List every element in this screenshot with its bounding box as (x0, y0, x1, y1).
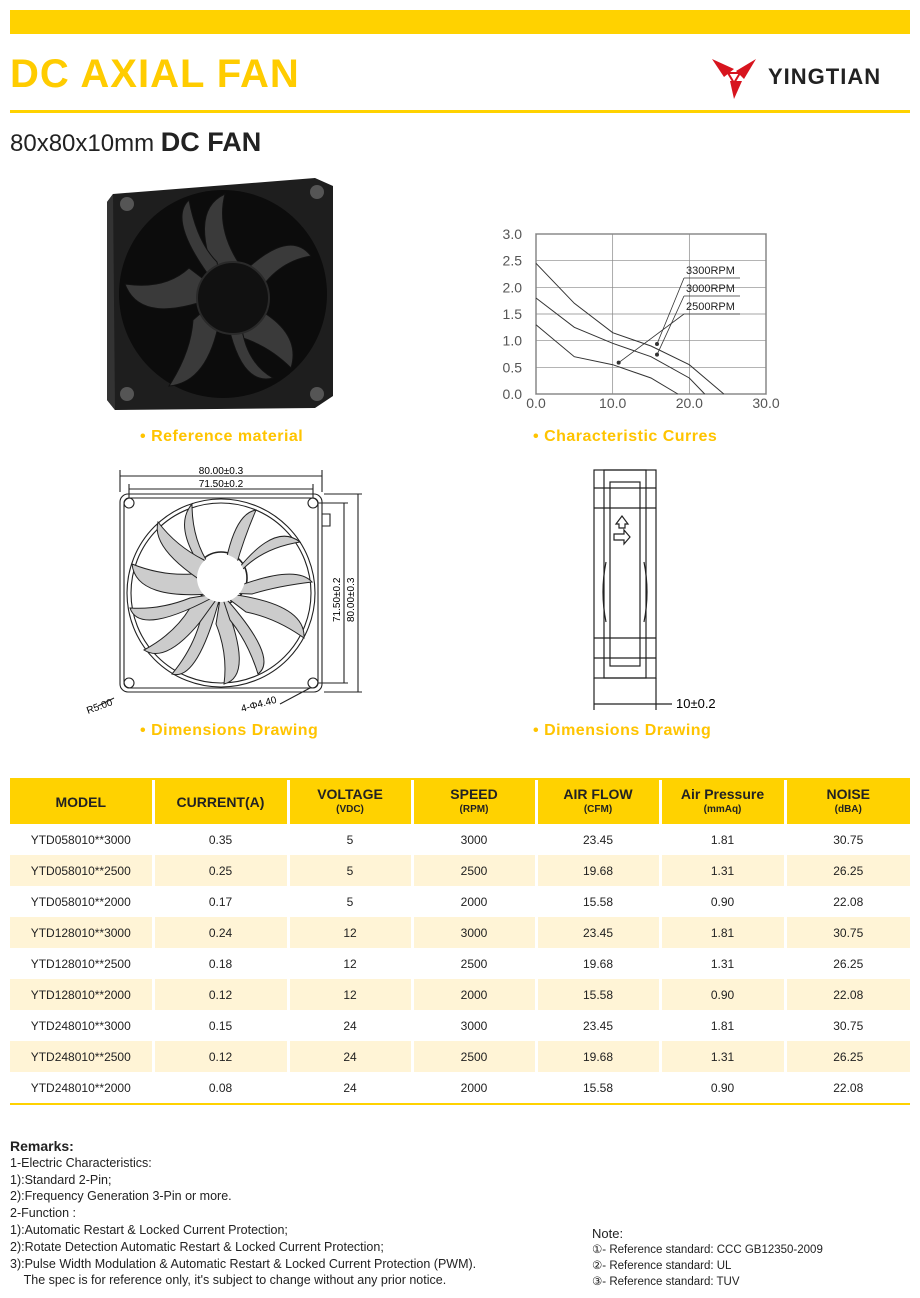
table-cell: 0.17 (153, 886, 288, 917)
col-header: CURRENT(A) (153, 780, 288, 824)
legend-arrowhead (655, 353, 659, 357)
legend-label: 3000RPM (686, 283, 735, 295)
remarks-section (10, 1138, 476, 1289)
table-cell: 23.45 (536, 1010, 660, 1041)
dim-outer-width: 80.00±0.3 (198, 466, 244, 477)
remarks-title: Remarks: (10, 1138, 74, 1154)
y-tick-label: 0.0 (502, 386, 522, 402)
legend-label: 3300RPM (686, 265, 735, 277)
remark-line: 2-Function : (10, 1206, 77, 1221)
table-cell: YTD248010**2000 (30, 1080, 131, 1095)
table-cell: 2500 (412, 855, 536, 886)
table-header-row (10, 780, 910, 824)
dim-holes: 4-Φ4.40 (239, 694, 278, 715)
note-title: Note: (592, 1226, 624, 1241)
table-cell: 5 (288, 824, 412, 855)
dim-outer-height: 80.00±0.3 (346, 577, 357, 622)
table-cell: 0.35 (153, 824, 288, 855)
table-cell: 5 (288, 886, 412, 917)
col-header: Air Pressure (mmAq) (660, 780, 785, 824)
legend-arrowhead (617, 361, 621, 365)
yingtian-logo-icon (710, 55, 760, 101)
note-section (592, 1226, 823, 1290)
table-cell: 0.15 (153, 1010, 288, 1041)
table-cell: 24 (288, 1010, 412, 1041)
remark-line: 1-Electric Characteristics: (10, 1155, 152, 1170)
table-cell: 26.25 (785, 855, 910, 886)
x-tick-label: 10.0 (599, 395, 627, 411)
subtitle-type: DC FAN (160, 127, 262, 157)
subtitle-size: 80x80x10mm (10, 130, 155, 157)
table-cell: 15.58 (536, 1072, 660, 1103)
table-cell: 3000 (412, 824, 536, 855)
col-header: SPEED (RPM) (412, 780, 536, 824)
table-cell: 2000 (412, 1072, 536, 1103)
table-cell: 30.75 (785, 824, 910, 855)
legend-leader (657, 278, 684, 344)
table-cell: 22.08 (785, 886, 910, 917)
product-subtitle (10, 127, 261, 158)
note-line: ①- Reference standard: CCC GB12350-2009 (592, 1244, 823, 1256)
table-cell: YTD058010**3000 (30, 832, 131, 847)
side-dimension-drawing (580, 462, 740, 722)
table-row (10, 1010, 910, 1041)
table-cell: 26.25 (785, 1041, 910, 1072)
table-cell: 1.31 (660, 1041, 785, 1072)
x-tick-label: 20.0 (675, 395, 703, 411)
legend-leader (657, 296, 684, 355)
table-cell: 23.45 (536, 824, 660, 855)
dim-hole-width: 71.50±0.2 (198, 479, 244, 490)
legend-label: 2500RPM (686, 301, 735, 313)
brand-name: YINGTIAN (768, 64, 882, 89)
table-cell: 0.18 (153, 948, 288, 979)
brand-logo (710, 55, 915, 101)
table-cell: 0.90 (660, 886, 785, 917)
table-cell: 1.81 (660, 1010, 785, 1041)
table-cell: 15.58 (536, 979, 660, 1010)
caption-curves: • Characteristic Curres (533, 428, 718, 445)
table-cell: 0.90 (660, 1072, 785, 1103)
table-bottom-line (10, 1103, 910, 1105)
col-header: NOISE (dBA) (785, 780, 910, 824)
table-cell: 0.90 (660, 979, 785, 1010)
note-line: ②- Reference standard: UL (592, 1260, 732, 1272)
table-cell: YTD248010**2500 (10, 1041, 153, 1072)
table-cell: YTD128010**2000 (10, 979, 153, 1010)
table-cell: 5 (288, 855, 412, 886)
x-tick-label: 0.0 (526, 395, 546, 411)
table-cell: 1.81 (660, 824, 785, 855)
chart-legend (617, 265, 740, 365)
table-cell: YTD058010**2000 (30, 894, 131, 909)
legend-arrowhead (655, 342, 659, 346)
table-cell: 19.68 (536, 855, 660, 886)
table-cell: 2500 (412, 948, 536, 979)
table-cell: YTD248010**3000 (30, 1018, 131, 1033)
table-cell: 12 (288, 948, 412, 979)
front-dimension-drawing (80, 462, 370, 722)
table-cell: 1.81 (660, 917, 785, 948)
table-cell: 2000 (412, 979, 536, 1010)
table-cell: YTD128010**2500 (30, 956, 131, 971)
x-tick-label: 30.0 (752, 395, 780, 411)
table-cell: YTD128010**3000 (10, 917, 153, 948)
table-row (10, 824, 910, 855)
y-tick-label: 0.5 (502, 359, 522, 376)
table-cell: 24 (288, 1072, 412, 1103)
table-cell: 1.31 (660, 855, 785, 886)
table-cell: 1.31 (660, 948, 785, 979)
remark-line: 3):Pulse Width Modulation & Automatic Restart & Locked Current Protection (PWM). (10, 1256, 477, 1271)
table-cell: YTD058010**2500 (10, 855, 153, 886)
dim-hole-height: 71.50±0.2 (332, 577, 343, 622)
table-cell: 22.08 (785, 979, 910, 1010)
table-cell: 2000 (412, 886, 536, 917)
table-cell: 0.24 (153, 917, 288, 948)
chart-ticks (503, 226, 780, 411)
table-cell: 0.12 (153, 1041, 288, 1072)
table-row (10, 855, 910, 886)
dim-thickness: 10±0.2 (676, 696, 716, 711)
remark-line: 1):Standard 2-Pin; (10, 1172, 112, 1187)
y-tick-label: 2.0 (502, 279, 522, 296)
y-tick-label: 2.5 (502, 252, 522, 269)
spec-table (10, 780, 910, 1103)
y-tick-label: 3.0 (502, 226, 522, 242)
caption-dims-front: • Dimensions Drawing (140, 722, 319, 739)
table-row (10, 1072, 910, 1103)
top-yellow-bar (10, 10, 910, 34)
table-row (10, 1041, 910, 1072)
table-cell: 0.08 (153, 1072, 288, 1103)
caption-reference: • Reference material (140, 428, 304, 445)
table-cell: 23.45 (536, 917, 660, 948)
caption-dims-side: • Dimensions Drawing (533, 722, 712, 739)
col-header: VOLTAGE (VDC) (288, 780, 412, 824)
table-cell: 26.25 (785, 948, 910, 979)
table-cell: 19.68 (536, 948, 660, 979)
table-row (10, 979, 910, 1010)
table-cell: 15.58 (536, 886, 660, 917)
col-header: AIR FLOW (CFM) (536, 780, 660, 824)
note-line: ③- Reference standard: TUV (592, 1276, 740, 1288)
table-cell: 30.75 (785, 1010, 910, 1041)
y-tick-label: 1.5 (502, 306, 522, 322)
remark-line: The spec is for reference only, it's subject to change without any prior notice. (10, 1273, 447, 1288)
remark-line: 1):Automatic Restart & Locked Current Protection; (10, 1222, 288, 1237)
table-cell: 3000 (412, 1010, 536, 1041)
remark-line: 2):Frequency Generation 3-Pin or more. (10, 1189, 232, 1204)
table-cell: 19.68 (536, 1041, 660, 1072)
y-tick-label: 1.0 (502, 332, 522, 349)
table-row (10, 948, 910, 979)
fan-photo (105, 172, 337, 414)
page-title: DC AXIAL FAN (10, 52, 300, 96)
table-cell: 22.08 (785, 1072, 910, 1103)
table-row (10, 917, 910, 948)
table-cell: 2500 (412, 1041, 536, 1072)
remark-line: 2):Rotate Detection Automatic Restart & Locked Current Protection; (10, 1239, 384, 1254)
table-cell: 30.75 (785, 917, 910, 948)
title-divider (10, 110, 910, 113)
dim-corner-radius: R5.00 (85, 697, 115, 717)
table-cell: 12 (288, 979, 412, 1010)
table-cell: 24 (288, 1041, 412, 1072)
table-cell: 0.12 (153, 979, 288, 1010)
table-cell: 0.25 (153, 855, 288, 886)
table-row (10, 886, 910, 917)
table-cell: 3000 (412, 917, 536, 948)
table-cell: 12 (288, 917, 412, 948)
characteristic-curve-chart (490, 222, 800, 414)
col-header: MODEL (10, 780, 153, 824)
